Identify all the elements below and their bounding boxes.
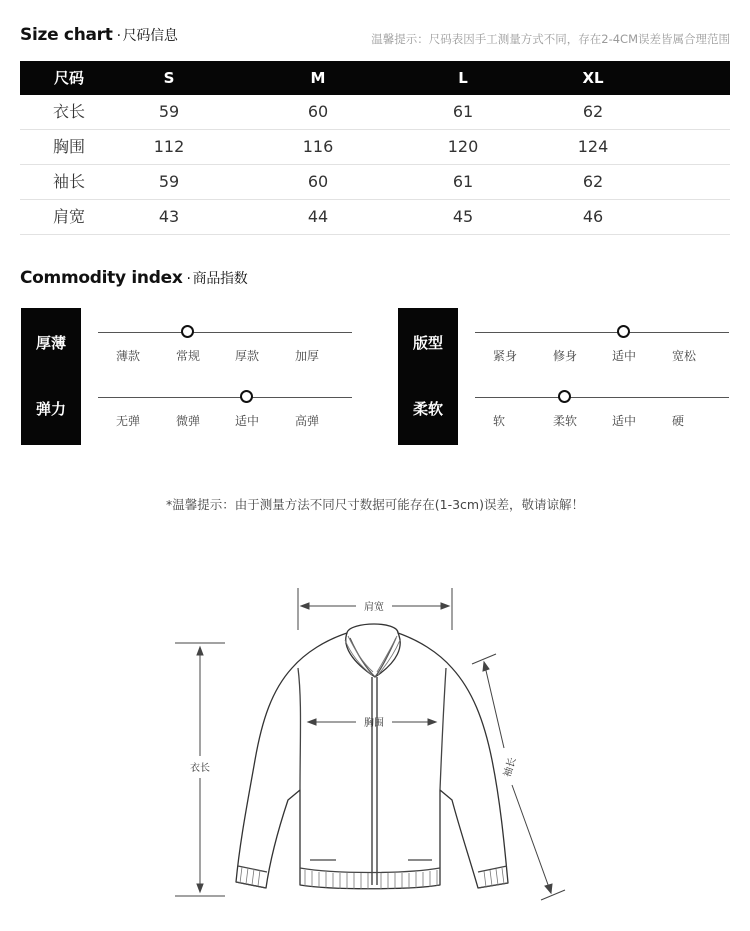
- commodity-index-title: Commodity index: [20, 268, 183, 288]
- scale-option: 适中: [612, 349, 637, 363]
- scale-option: 柔软: [553, 414, 578, 428]
- table-cell: 46: [582, 207, 604, 226]
- scale-option: 薄款: [116, 349, 141, 363]
- table-cell: 124: [577, 137, 609, 156]
- scale-option: 紧身: [493, 349, 518, 363]
- scale-label-fit: 版型: [412, 334, 443, 352]
- measurement-footnote: *温馨提示：由于测量方法不同尺寸数据可能存在(1-3cm)误差，敬请谅解！: [166, 497, 584, 512]
- chest-label: 胸围: [364, 718, 384, 729]
- table-cell: 120: [447, 137, 479, 156]
- row-label: 袖长: [52, 172, 85, 191]
- scale-option: 硬: [672, 414, 685, 428]
- header-cell-l: L: [458, 69, 468, 87]
- table-cell: 43: [158, 207, 180, 226]
- commodity-index-title-cn: 商品指数: [192, 271, 248, 287]
- scale-option: 微弹: [176, 414, 201, 428]
- scale-option: 修身: [553, 349, 578, 363]
- row-label: 胸围: [52, 137, 85, 156]
- table-cell: 61: [452, 172, 474, 191]
- scale-option: 高弹: [295, 414, 320, 428]
- header-cell-s: S: [163, 69, 175, 87]
- jacket-collar: [346, 624, 400, 677]
- scale-label-softness: 柔软: [412, 400, 443, 418]
- scale-option: 常规: [176, 349, 201, 363]
- scale-option: 无弹: [116, 414, 141, 428]
- scale-option: 适中: [612, 414, 637, 428]
- size-chart-notice: 温馨提示：尺码表因手工测量方式不同，存在2-4CM误差皆属合理范围: [371, 32, 730, 46]
- scale-option: 宽松: [672, 349, 697, 363]
- header-cell-m: M: [310, 69, 326, 87]
- table-cell: 62: [582, 172, 604, 191]
- scale-label-elasticity: 弹力: [35, 400, 66, 418]
- table-cell: 60: [307, 172, 329, 191]
- table-cell: 44: [307, 207, 329, 226]
- sleeve-length-label: 袖长: [502, 756, 519, 779]
- size-chart-title: Size chart: [20, 25, 113, 45]
- table-cell: 59: [158, 172, 180, 191]
- size-chart-title-cn: 尺码信息: [122, 28, 178, 44]
- shoulder-width-label: 肩宽: [364, 602, 384, 613]
- table-cell: 61: [452, 102, 474, 121]
- table-cell: 59: [158, 102, 180, 121]
- table-cell: 60: [307, 102, 329, 121]
- row-label: 肩宽: [52, 207, 85, 226]
- commodity-index-separator: ·: [186, 271, 191, 287]
- jacket-zipper: [372, 677, 377, 885]
- size-chart-separator: ·: [116, 28, 121, 44]
- header-cell-size: 尺码: [53, 69, 84, 87]
- table-cell: 112: [153, 137, 185, 156]
- scale-option: 适中: [235, 414, 260, 428]
- header-cell-xl: XL: [582, 69, 604, 87]
- scale-option: 加厚: [295, 349, 320, 363]
- table-cell: 62: [582, 102, 604, 121]
- scale-option: 厚款: [235, 349, 260, 363]
- table-cell: 45: [452, 207, 474, 226]
- table-cell: 116: [302, 137, 334, 156]
- scale-label-thickness: 厚薄: [35, 334, 66, 352]
- row-label: 衣长: [52, 102, 85, 121]
- scale-option: 软: [493, 414, 506, 428]
- body-length-label: 衣长: [190, 763, 210, 774]
